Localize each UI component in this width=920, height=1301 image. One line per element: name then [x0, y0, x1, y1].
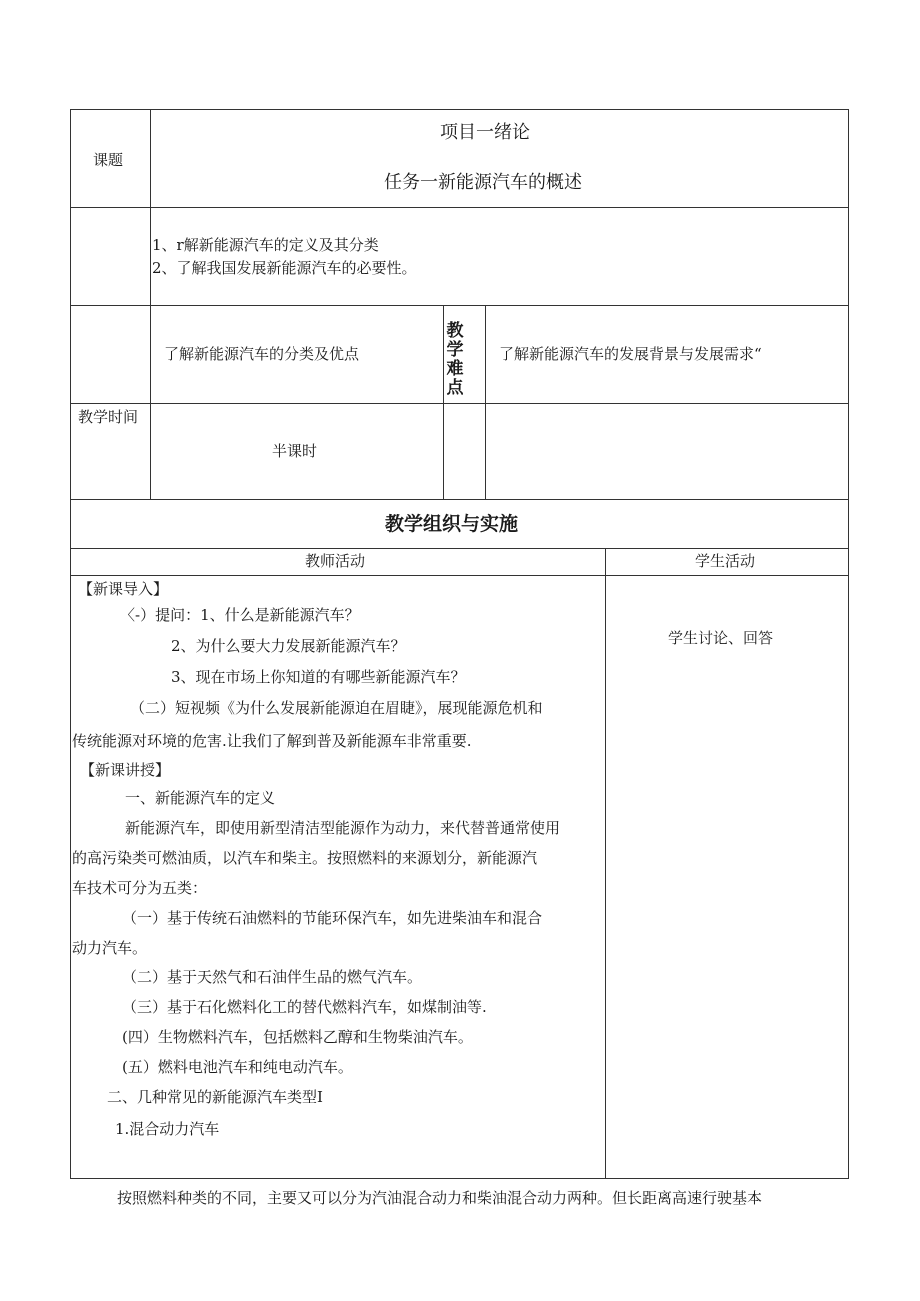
- text-line: 的高污染类可燃油质，以汽车和柴主。按照燃料的来源划分，新能源汽: [72, 849, 538, 867]
- text-line: 3、现在市场上你知道的有哪些新能源汽车？: [171, 668, 466, 686]
- text-line: 传统能源对环境的危害.让我们了解到普及新能源车非常重要.: [72, 732, 472, 750]
- difficulty-label-char: 学: [446, 340, 464, 360]
- text-line: 1.混合动力汽车: [115, 1120, 220, 1138]
- difficulty-label: [445, 322, 465, 398]
- text-line: 一、新能源汽车的定义: [125, 789, 276, 807]
- text-line: 动力汽车。: [72, 939, 148, 957]
- text-line: 【新课导入】: [78, 580, 169, 598]
- key-point-text: 了解新能源汽车的分类及优点: [164, 345, 360, 363]
- text-line: （二）短视频《为什么发展新能源迫在眉睫》，展现能源危机和: [130, 699, 543, 717]
- section-title: 教学组织与实施: [385, 513, 519, 535]
- student-activity: 学生讨论、回答: [668, 629, 774, 647]
- time-value: 半课时: [272, 442, 318, 460]
- time-label: 教学时间: [78, 408, 139, 426]
- text-line: 二、几种常见的新能源汽车类型I: [107, 1088, 323, 1106]
- difficulty-label-char: 教: [446, 321, 464, 341]
- text-line: 车技术可分为五类：: [72, 879, 208, 897]
- text-line: （一）基于传统石油燃料的节能环保汽车，如先进柴油车和混合: [122, 909, 543, 927]
- text-line: （三）基于石化燃料化工的替代燃料汽车，如煤制油等.: [122, 998, 487, 1016]
- text-line: (四）生物燃料汽车，包括燃料乙醇和生物柴油汽车。: [122, 1028, 473, 1046]
- difficulty-text: 了解新能源汽车的发展背景与发展需求“: [499, 345, 762, 363]
- task-title: 任务一新能源汽车的概述: [384, 172, 582, 193]
- topic-label: 课题: [93, 151, 124, 169]
- difficulty-label-char: 难: [446, 359, 464, 379]
- project-title: 项目一绪论: [440, 122, 530, 143]
- text-line: 新能源汽车，即使用新型清洁型能源作为动力，来代替普通常使用: [125, 819, 561, 837]
- text-line: (五）燃料电池汽车和纯电动汽车。: [122, 1058, 353, 1076]
- text-line: 2、为什么要大力发展新能源汽车？: [171, 637, 406, 655]
- teacher-column-header: 教师活动: [305, 552, 366, 570]
- text-line: 〈-）提问：1、什么是新能源汽车？: [120, 606, 360, 624]
- difficulty-label-char: 点: [446, 378, 464, 398]
- footer-text: 按照燃料种类的不同，主要又可以分为汽油混合动力和柴油混合动力两种。但长距离高速行驶基本: [117, 1189, 763, 1207]
- objective-1: 1、r解新能源汽车的定义及其分类: [152, 236, 379, 254]
- objective-2: 2、了解我国发展新能源汽车的必要性。: [152, 259, 417, 277]
- student-column-header: 学生活动: [695, 552, 756, 570]
- text-line: 【新课讲授】: [80, 761, 171, 779]
- text-line: （二）基于天然气和石油伴生品的燃气汽车。: [122, 968, 423, 986]
